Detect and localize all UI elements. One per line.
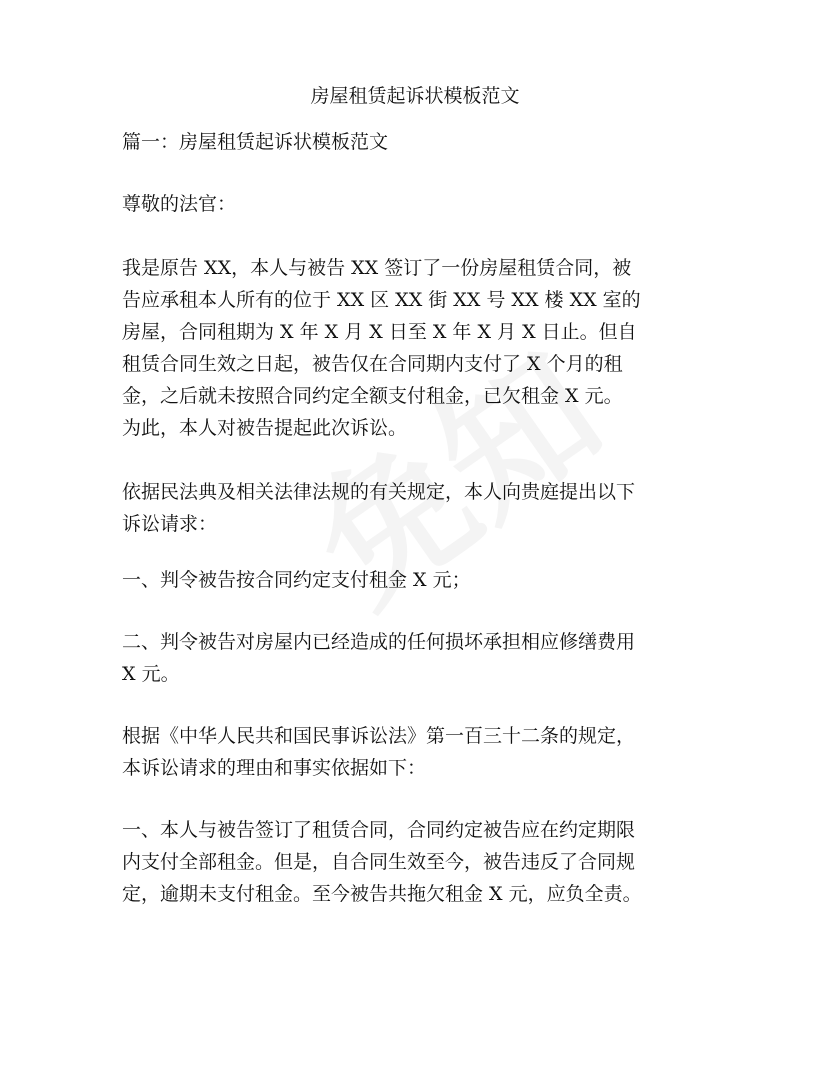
section-heading <box>122 126 722 158</box>
reason-item-1 <box>122 814 722 910</box>
text-line: 为此，本人对被告提起此次诉讼。 <box>122 417 408 439</box>
text-line: 本诉讼请求的理由和事实依据如下： <box>122 757 427 779</box>
text-line: 依据民法典及相关法律法规的有关规定，本人向贵庭提出以下 <box>122 481 636 503</box>
text-line: 告应承租本人所有的位于 XX 区 XX 街 XX 号 XX 楼 XX 室的 <box>122 289 641 311</box>
text-line: 篇一：房屋租赁起诉状模板范文 <box>122 131 389 153</box>
text-line: 根据《中华人民共和国民事诉讼法》第一百三十二条的规定， <box>122 725 636 747</box>
paragraph-legal-basis <box>122 720 722 784</box>
paragraph-basis <box>122 476 722 540</box>
text-line: 内支付全部租金。但是，自合同生效至今，被告违反了合同规 <box>122 851 636 873</box>
text-line: 房屋，合同租期为 X 年 X 月 X 日至 X 年 X 月 X 日止。但自 <box>122 321 637 343</box>
paragraph-facts <box>122 252 722 444</box>
text-line: 一、判令被告按合同约定支付租金 X 元； <box>122 569 471 591</box>
text-line: 金，之后就未按照合同约定全额支付租金，已欠租金 X 元。 <box>122 385 623 407</box>
text-line: 一、本人与被告签订了租赁合同，合同约定被告应在约定期限 <box>122 819 636 841</box>
claim-item-1 <box>122 564 722 596</box>
text-line: 尊敬的法官： <box>122 193 237 215</box>
text-line: 二、判令被告对房屋内已经造成的任何损坏承担相应修缮费用 <box>122 631 636 653</box>
claim-item-2 <box>122 626 722 690</box>
text-line: 诉讼请求： <box>122 513 218 535</box>
document-title: 房屋租赁起诉状模板范文 <box>310 85 520 107</box>
text-line: X 元。 <box>122 663 180 685</box>
text-line: 我是原告 XX，本人与被告 XX 签订了一份房屋租赁合同，被 <box>122 257 632 279</box>
text-line: 定，逾期未支付租金。至今被告共拖欠租金 X 元，应负全责。 <box>122 883 642 905</box>
text-line: 租赁合同生效之日起，被告仅在合同期内支付了 X 个月的租 <box>122 353 623 375</box>
salutation <box>122 188 722 220</box>
